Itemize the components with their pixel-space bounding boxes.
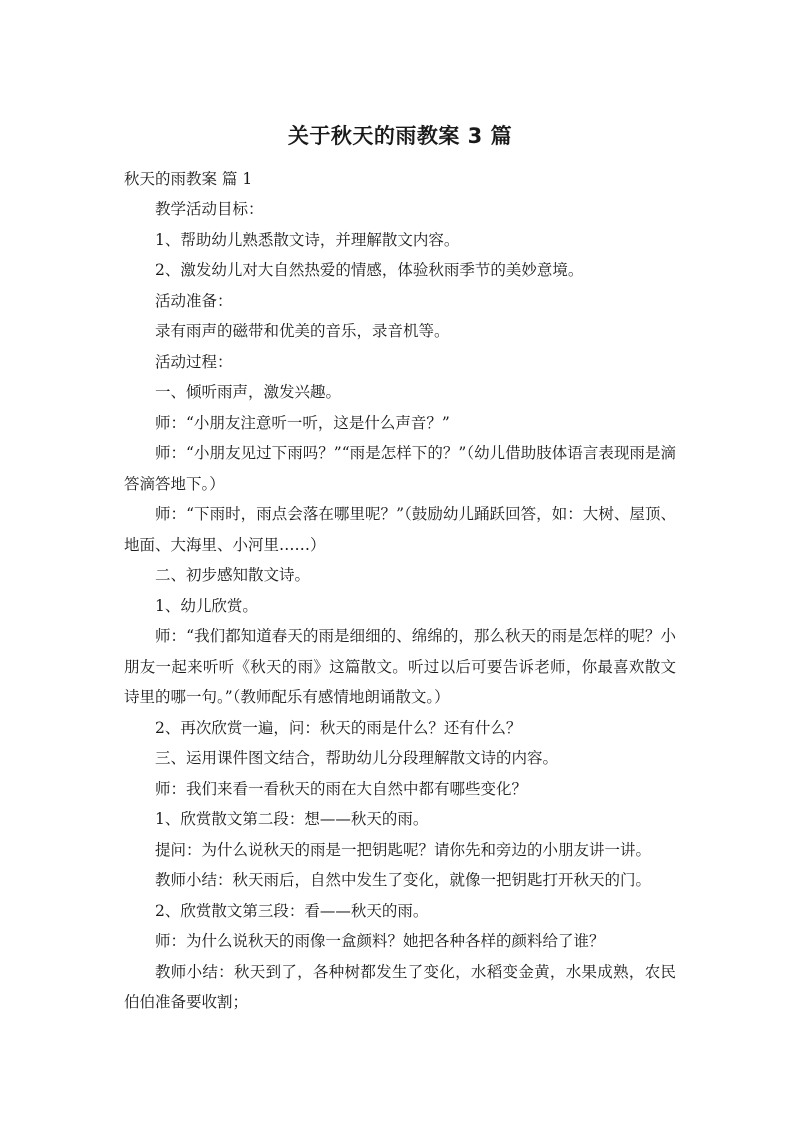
paragraph: 1、欣赏散文第二段：想——秋天的雨。 — [155, 810, 429, 828]
paragraph: 教师小结：秋天雨后，自然中发生了变化，就像一把钥匙打开秋天的门。 — [155, 871, 652, 889]
paragraph: 师：“小朋友见过下雨吗？”“雨是怎样下的？”（幼儿借助肢体语言表现雨是滴答滴答地下。） — [124, 444, 676, 493]
paragraph: 师：“我们都知道春天的雨是细细的、绵绵的，那么秋天的雨是怎样的呢？小朋友一起来听听《秋天的雨》这篇散文。听过以后可要告诉老师，你最喜欢散文诗里的哪一句。”（教师配乐有感情地朗诵散文。） — [124, 627, 676, 706]
paragraph: 1、帮助幼儿熟悉散文诗，并理解散文内容。 — [155, 230, 460, 249]
paragraph: 录有雨声的磁带和优美的音乐，录音机等。 — [155, 322, 450, 340]
paragraph: 教学活动目标： — [155, 200, 264, 218]
paragraph: 活动过程： — [155, 352, 233, 371]
document-title: 关于秋天的雨教案 3 篇 — [287, 124, 513, 148]
paragraph: 教师小结：秋天到了，各种树都发生了变化，水稻变金黄，水果成熟，农民伯伯准备要收割； — [124, 962, 676, 1011]
paragraph: 活动准备： — [155, 291, 233, 310]
paragraph: 2、激发幼儿对大自然热爱的情感，体验秋雨季节的美妙意境。 — [155, 261, 584, 279]
paragraph: 一、倾听雨声，激发兴趣。 — [155, 383, 342, 401]
paragraph: 2、欣赏散文第三段：看——秋天的雨。 — [155, 901, 429, 920]
paragraph: 师：“小朋友注意听一听，这是什么声音？” — [155, 413, 450, 432]
paragraph: 2、再次欣赏一遍，问：秋天的雨是什么？还有什么？ — [155, 718, 522, 737]
paragraph: 师：“下雨时，雨点会落在哪里呢？”（鼓励幼儿踊跃回答，如：大树、屋顶、地面、大海里、小河里……） — [124, 505, 676, 554]
paragraph: 提问：为什么说秋天的雨是一把钥匙呢？请你先和旁边的小朋友讲一讲。 — [155, 840, 652, 859]
paragraph: 1、幼儿欣赏。 — [155, 596, 258, 615]
paragraph: 师：我们来看一看秋天的雨在大自然中都有哪些变化？ — [155, 779, 528, 798]
paragraph: 师：为什么说秋天的雨像一盒颜料？她把各种各样的颜料给了谁？ — [155, 932, 605, 950]
paragraph: 三、运用课件图文结合，帮助幼儿分段理解散文诗的内容。 — [155, 749, 559, 767]
paragraph: 二、初步感知散文诗。 — [155, 566, 311, 584]
section-heading: 秋天的雨教案 篇 1 — [124, 170, 253, 188]
